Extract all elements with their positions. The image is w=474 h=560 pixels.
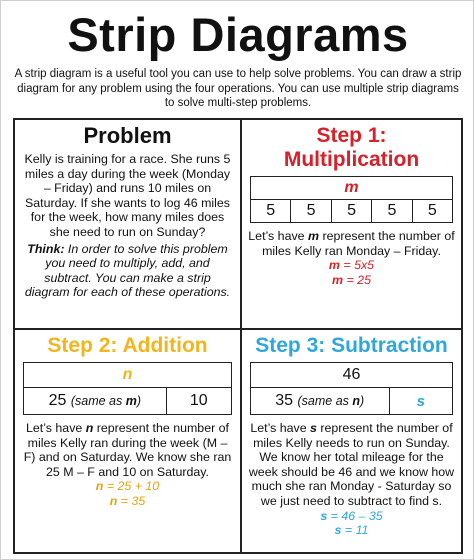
step1-strip-part: 5 — [371, 200, 411, 222]
step1-strip-total: m — [344, 179, 359, 196]
step2-eq2-var: n — [109, 493, 118, 508]
step3-strip-diagram — [250, 362, 453, 415]
step1-equation-2 — [248, 273, 455, 287]
step3-strip-part-b: s — [389, 388, 453, 414]
step3-part-a-value: 35 — [275, 392, 294, 409]
step2-equation-1 — [21, 479, 234, 493]
step1-strip-diagram — [250, 176, 453, 223]
step2-heading: Step 2: Addition — [47, 334, 208, 357]
step1-strip-total-row — [251, 177, 452, 199]
step2-eq1-var: n — [95, 479, 104, 494]
step3-eq1-rest: = 46 – 35 — [327, 508, 383, 523]
step3-note-var: n — [352, 394, 361, 408]
step1-exp-var: m — [307, 229, 320, 243]
step2-strip-part-b: 10 — [166, 388, 231, 414]
step1-heading: Step 1: Multiplication — [283, 124, 420, 171]
step1-explanation — [248, 229, 455, 258]
step1-eq1-rest: = 5x5 — [339, 258, 375, 273]
step1-exp-pre: Let’s have — [248, 229, 308, 243]
step2-strip-total: n — [122, 366, 133, 383]
step3-panel — [242, 330, 461, 552]
step2-panel — [15, 330, 240, 552]
step2-part-a-value: 25 — [48, 392, 67, 409]
step3-explanation — [248, 421, 455, 509]
step3-eq2-rest: = 11 — [341, 522, 369, 537]
step3-heading: Step 3: Subtraction — [255, 334, 448, 357]
step2-eq1-rest: = 25 + 10 — [103, 479, 160, 494]
step3-part-a-note — [298, 394, 365, 408]
step3-strip-part-a — [251, 388, 389, 414]
step3-eq2-var: s — [334, 522, 342, 537]
step3-eq1-var: s — [320, 508, 328, 523]
step3-note-post: ) — [360, 394, 365, 408]
step1-exp-post: represent the number of miles Kelly ran Monday – Friday. — [262, 229, 455, 258]
step3-strip-total-row — [251, 363, 452, 387]
intro-text: A strip diagram is a useful tool you can use to help solve problems. You can draw a strip diagram for any problem using the four operations. You can use multiple strip diagrams to solve multi-step problems. — [14, 68, 462, 109]
step1-strip-part: 5 — [266, 202, 276, 219]
problem-text: Kelly is training for a race. She runs 5 miles a day during the week (Monday – Friday) and runs 10 miles on Saturday. If she wants to log 46 miles for the week, how many miles does she need to run on Sunday? — [24, 152, 231, 239]
step2-part-a-note — [71, 394, 141, 408]
think-body: In order to solve this problem you need to multiply, add, and subtract. You can make a strip diagram for each of these operations. — [24, 241, 231, 300]
step1-equation-1 — [248, 258, 455, 272]
problem-panel — [15, 120, 240, 328]
step3-note-pre: (same as — [297, 394, 353, 408]
step1-strip-parts-row — [251, 199, 452, 222]
think-label: Think: — [27, 241, 65, 256]
problem-heading: Problem — [83, 123, 172, 148]
step2-exp-post: represent the number of miles Kelly ran during the week (M – F) and on Saturday. We know she ran 25 M – F and 10 on Saturday. — [23, 421, 232, 479]
step1-eq2-var: m — [332, 272, 344, 287]
step3-exp-pre: Let’s have — [250, 421, 311, 435]
step1-panel — [242, 120, 461, 328]
step3-strip-parts-row — [251, 387, 452, 414]
step2-equation-2 — [21, 494, 234, 508]
step2-note-pre: (same as — [70, 394, 126, 408]
step2-strip-part-a — [24, 388, 166, 414]
step3-strip-total: 46 — [342, 366, 361, 383]
step2-note-post: ) — [136, 394, 142, 408]
step2-exp-pre: Let’s have — [26, 421, 86, 435]
step2-strip-parts-row — [24, 387, 231, 414]
think-text — [21, 242, 234, 300]
step1-eq2-rest: = 25 — [343, 272, 371, 287]
steps-grid — [13, 118, 463, 554]
step1-strip-part: 5 — [290, 200, 330, 222]
step1-eq1-var: m — [328, 258, 340, 273]
step2-explanation — [21, 421, 234, 479]
step1-strip-part: 5 — [331, 200, 371, 222]
step2-strip-total-row — [24, 363, 231, 387]
step2-exp-var: n — [85, 421, 94, 435]
step3-equation-2 — [248, 523, 455, 537]
step1-strip-part: 5 — [412, 200, 452, 222]
step2-strip-diagram — [23, 362, 232, 415]
step2-note-var: m — [125, 394, 137, 408]
step3-exp-var: s — [310, 421, 317, 435]
page-title: Strip Diagrams — [67, 8, 409, 61]
step2-eq2-rest: = 35 — [117, 493, 146, 508]
step3-equation-1 — [248, 509, 455, 523]
step3-exp-post: represent the number of miles Kelly needs to run on Sunday. We know her total mileage for the week should be 46 and we know how much she ran Monday - Saturday so we just need to subtract to find s. — [248, 421, 455, 508]
